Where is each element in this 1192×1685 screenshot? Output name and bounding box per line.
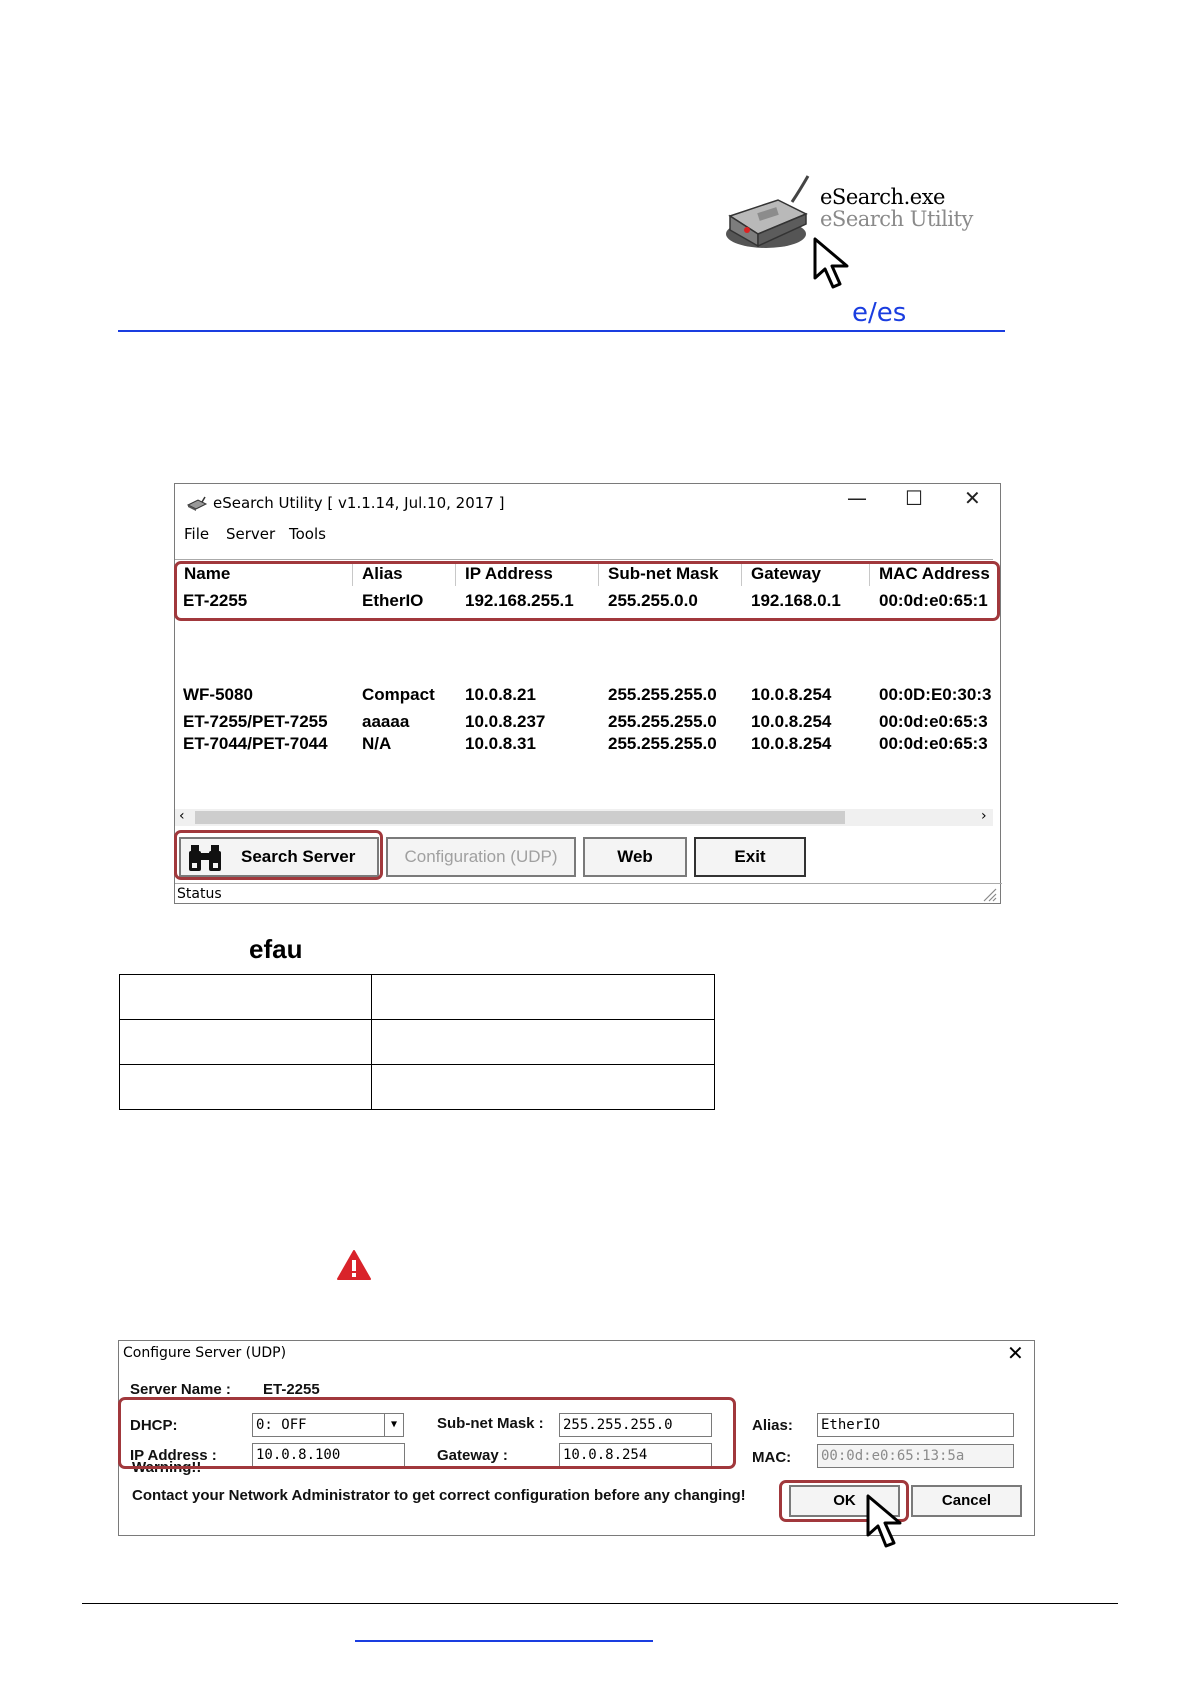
server-name-label: Server Name : <box>130 1381 231 1398</box>
shortcut-description: eSearch Utility <box>820 207 973 231</box>
dhcp-value: 0: OFF <box>256 1417 307 1433</box>
cancel-button[interactable]: Cancel <box>911 1485 1022 1517</box>
shortcut-file-name: eSearch.exe <box>820 185 945 209</box>
menu-tools[interactable]: Tools <box>289 525 326 543</box>
gateway-field[interactable]: 10.0.8.254 <box>559 1443 712 1467</box>
resize-grip-icon[interactable] <box>981 886 997 902</box>
warning-title: Warning!! <box>132 1459 202 1476</box>
warning-title-clip <box>132 1459 202 1477</box>
col-mask-header[interactable]: Sub-net Mask <box>599 562 742 586</box>
cell-alias: Compact <box>362 685 435 704</box>
scrollbar-thumb[interactable] <box>195 811 845 824</box>
config-close-button[interactable]: ✕ <box>1007 1341 1024 1365</box>
table-cell <box>372 1065 715 1110</box>
window-title: eSearch Utility [ v1.1.14, Jul.10, 2017 ] <box>213 494 505 512</box>
warning-triangle-icon <box>336 1249 372 1281</box>
table-row[interactable] <box>175 733 993 755</box>
defaults-table <box>119 974 715 1110</box>
scroll-right-icon[interactable]: › <box>981 808 987 824</box>
menu-file[interactable]: File <box>184 525 210 543</box>
cell-alias: aaaaa <box>362 712 410 731</box>
col-alias-header[interactable]: Alias <box>353 562 456 586</box>
table-cell <box>120 975 372 1020</box>
table-row <box>120 975 715 1020</box>
cell-name: ET-2255 <box>183 591 248 610</box>
highlight-search-button <box>174 830 383 880</box>
cell-mask: 255.255.255.0 <box>608 712 717 731</box>
table-row <box>120 1020 715 1065</box>
close-button[interactable]: ✕ <box>964 486 981 510</box>
cell-gateway: 10.0.8.254 <box>751 734 832 753</box>
mouse-pointer-icon <box>865 1493 911 1551</box>
alias-field[interactable]: EtherIO <box>817 1413 1014 1437</box>
download-link-fragment[interactable]: e/es <box>852 298 907 328</box>
cell-ip: 10.0.8.237 <box>465 712 546 731</box>
col-ip-header[interactable]: IP Address <box>456 562 599 586</box>
cell-gateway: 10.0.8.254 <box>751 685 832 704</box>
warning-text: Contact your Network Administrator to get correct configuration before any changing! <box>132 1487 746 1504</box>
cell-gateway: 10.0.8.254 <box>751 712 832 731</box>
configuration-udp-button[interactable]: Configuration (UDP) <box>386 837 576 877</box>
chevron-down-icon[interactable]: ▼ <box>384 1414 403 1436</box>
maximize-button[interactable]: ☐ <box>905 486 923 510</box>
cell-mask: 255.255.255.0 <box>608 685 717 704</box>
dhcp-label: DHCP: <box>130 1417 178 1434</box>
mouse-pointer-icon <box>812 236 858 290</box>
table-row[interactable] <box>175 711 993 733</box>
scroll-left-icon[interactable]: ‹ <box>179 808 185 824</box>
status-bar <box>175 883 1002 904</box>
cell-mac: 00:0d:e0:65:3 <box>879 734 988 753</box>
cell-ip: 192.168.255.1 <box>465 591 574 610</box>
cell-mac: 00:0d:e0:65:3 <box>879 712 988 731</box>
config-window-title: Configure Server (UDP) <box>123 1345 287 1361</box>
footer-link-underline[interactable] <box>355 1640 653 1642</box>
cell-name: ET-7044/PET-7044 <box>183 734 328 753</box>
defaults-heading-fragment: efau <box>249 934 303 964</box>
cell-name: WF-5080 <box>183 685 253 704</box>
col-name-header[interactable]: Name <box>175 562 353 586</box>
ok-button[interactable]: OK <box>789 1485 900 1517</box>
ip-address-label: IP Address : <box>130 1447 217 1464</box>
cell-mac: 00:0d:e0:65:1 <box>879 591 988 610</box>
cell-gateway: 192.168.0.1 <box>751 591 841 610</box>
table-cell <box>120 1065 372 1110</box>
cell-alias: EtherIO <box>362 591 424 610</box>
mac-label: MAC: <box>752 1449 792 1466</box>
web-button[interactable]: Web <box>583 837 687 877</box>
cell-ip: 10.0.8.31 <box>465 734 536 753</box>
cell-mac: 00:0D:E0:30:3 <box>879 685 992 704</box>
cell-ip: 10.0.8.21 <box>465 685 536 704</box>
highlight-network-settings <box>118 1397 736 1469</box>
cell-alias: N/A <box>362 734 392 753</box>
search-server-label: Search Server <box>241 847 356 866</box>
col-gateway-header[interactable]: Gateway <box>742 562 870 586</box>
ip-address-field[interactable]: 10.0.8.100 <box>252 1443 405 1467</box>
table-cell <box>372 1020 715 1065</box>
alias-label: Alias: <box>752 1417 793 1434</box>
gateway-label: Gateway : <box>437 1447 508 1464</box>
subnet-mask-field[interactable]: 255.255.255.0 <box>559 1413 712 1437</box>
col-mac-header[interactable]: MAC Address <box>879 564 990 583</box>
table-cell <box>372 975 715 1020</box>
minimize-button[interactable]: — <box>847 486 867 510</box>
table-cell <box>120 1020 372 1065</box>
status-text: Status <box>177 886 222 902</box>
table-row <box>120 1065 715 1110</box>
menu-server[interactable]: Server <box>226 525 276 543</box>
highlight-first-row <box>174 561 1000 621</box>
horizontal-scrollbar[interactable] <box>175 809 993 826</box>
table-row[interactable] <box>175 685 993 706</box>
mac-field: 00:0d:e0:65:13:5a <box>817 1444 1014 1468</box>
cell-mask: 255.255.255.0 <box>608 734 717 753</box>
server-name-value: ET-2255 <box>263 1381 320 1398</box>
cell-name: ET-7255/PET-7255 <box>183 712 328 731</box>
link-underline <box>118 330 1005 332</box>
subnet-mask-label: Sub-net Mask : <box>437 1415 544 1432</box>
esearch-device-icon[interactable] <box>722 172 814 260</box>
app-icon <box>187 496 207 512</box>
cell-mask: 255.255.0.0 <box>608 591 698 610</box>
exit-button[interactable]: Exit <box>694 837 806 877</box>
footer-rule <box>82 1603 1118 1604</box>
